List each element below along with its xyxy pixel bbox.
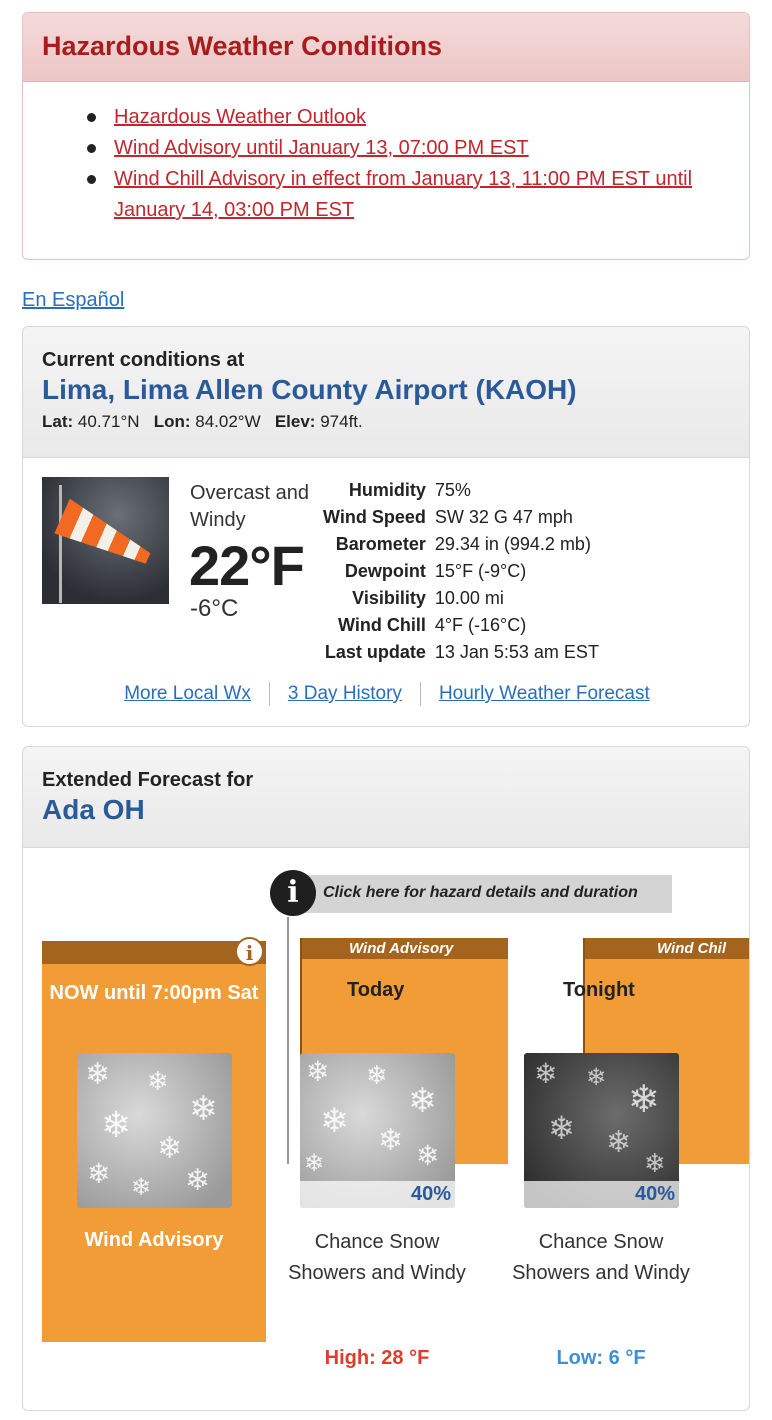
now-period: NOW until 7:00pm Sat [49, 982, 259, 1004]
hazard-panel [22, 12, 750, 260]
detail-key: Barometer [335, 534, 426, 554]
info-icon[interactable]: i [235, 937, 264, 966]
table-row [323, 585, 599, 612]
forecast-location: Ada OH [42, 794, 145, 825]
detail-value: 29.34 in (994.2 mb) [434, 534, 591, 554]
more-local-wx-link[interactable]: More Local Wx [124, 683, 251, 705]
lat-label: Lat: [42, 412, 74, 431]
snow-icon: ❄ ❄ ❄ ❄ ❄ ❄ ❄ 40% [300, 1053, 455, 1208]
detail-value: 15°F (-9°C) [434, 561, 527, 581]
extended-forecast-header [23, 747, 749, 848]
table-row [323, 612, 599, 639]
detail-key: Wind Chill [338, 615, 426, 635]
current-details [323, 477, 599, 666]
pop-value: 40% [300, 1181, 455, 1208]
elev-value: 974ft. [320, 412, 363, 431]
lat-value: 40.71°N [77, 412, 140, 431]
hazard-link-wind-chill[interactable]: Wind Chill Advisory in effect from January 13, 11:00 PM EST until January 14, 03:00 PM EST [114, 168, 693, 221]
hazard-title: Hazardous Weather Conditions [42, 31, 443, 61]
current-conditions-heading: Current conditions at [42, 349, 245, 371]
hazard-header [23, 13, 749, 82]
current-temp-f: 22°F [189, 534, 304, 597]
station-name: Lima, Lima Allen County Airport (KAOH) [42, 374, 577, 405]
hourly-forecast-link[interactable]: Hourly Weather Forecast [438, 683, 650, 705]
detail-key: Wind Speed [323, 507, 426, 527]
windsock-icon [42, 477, 169, 604]
detail-value: SW 32 G 47 mph [434, 507, 573, 527]
detail-value: 13 Jan 5:53 am EST [434, 642, 599, 662]
advisory-strip: Wind Chil [585, 938, 750, 959]
current-condition: Overcast and Windy [190, 482, 309, 531]
current-conditions-header [23, 327, 749, 458]
station-coordinates [42, 412, 749, 432]
hazard-divider [287, 917, 289, 1164]
period-desc-tonight: Chance Snow Showers and Windy [512, 1231, 690, 1284]
info-icon: i [270, 870, 316, 916]
table-row [323, 504, 599, 531]
hazard-banner-text: Click here for hazard details and duration [323, 884, 638, 901]
period-desc-today: Chance Snow Showers and Windy [288, 1231, 466, 1284]
extended-forecast-heading: Extended Forecast for [42, 769, 254, 791]
table-row [323, 531, 599, 558]
detail-value: 75% [434, 480, 471, 500]
table-row [323, 477, 599, 504]
extended-forecast-panel [22, 746, 750, 1411]
list-item [114, 133, 749, 164]
now-hazard-label: Wind Advisory [84, 1229, 224, 1251]
snow-icon: ❄ ❄ ❄ ❄ ❄ ❄ ❄ ❄ [77, 1053, 232, 1208]
list-item [114, 102, 749, 133]
detail-value: 10.00 mi [434, 588, 504, 608]
elev-label: Elev: [274, 412, 316, 431]
list-item [114, 164, 749, 226]
forecast-tile-now[interactable] [42, 941, 266, 1342]
three-day-history-link[interactable]: 3 Day History [287, 683, 402, 705]
hazard-link-wind-advisory[interactable]: Wind Advisory until January 13, 07:00 PM EST [114, 137, 529, 159]
current-links [23, 682, 750, 706]
table-row [323, 639, 599, 666]
period-name-tonight: Tonight [563, 979, 635, 1001]
period-temp-tonight: Low: 6 °F [556, 1347, 646, 1369]
current-conditions-panel [22, 326, 750, 727]
table-row [323, 558, 599, 585]
detail-key: Visibility [352, 588, 426, 608]
pop-value: 40% [524, 1181, 679, 1208]
advisory-strip: Wind Advisory [302, 938, 508, 959]
hazard-link-outlook[interactable]: Hazardous Weather Outlook [114, 106, 366, 128]
period-name-today: Today [347, 979, 405, 1001]
lon-label: Lon: [153, 412, 191, 431]
detail-key: Dewpoint [344, 561, 426, 581]
lon-value: 84.02°W [195, 412, 261, 431]
hazard-list [23, 102, 749, 226]
espanol-link[interactable]: En Español [22, 289, 125, 311]
snow-icon: ❄ ❄ ❄ ❄ ❄ ❄ 40% [524, 1053, 679, 1208]
detail-key: Humidity [348, 480, 426, 500]
hazard-details-banner[interactable] [270, 870, 672, 915]
detail-value: 4°F (-16°C) [434, 615, 527, 635]
period-temp-today: High: 28 °F [324, 1347, 430, 1369]
current-temp-c: -6°C [190, 595, 239, 622]
detail-key: Last update [324, 642, 426, 662]
